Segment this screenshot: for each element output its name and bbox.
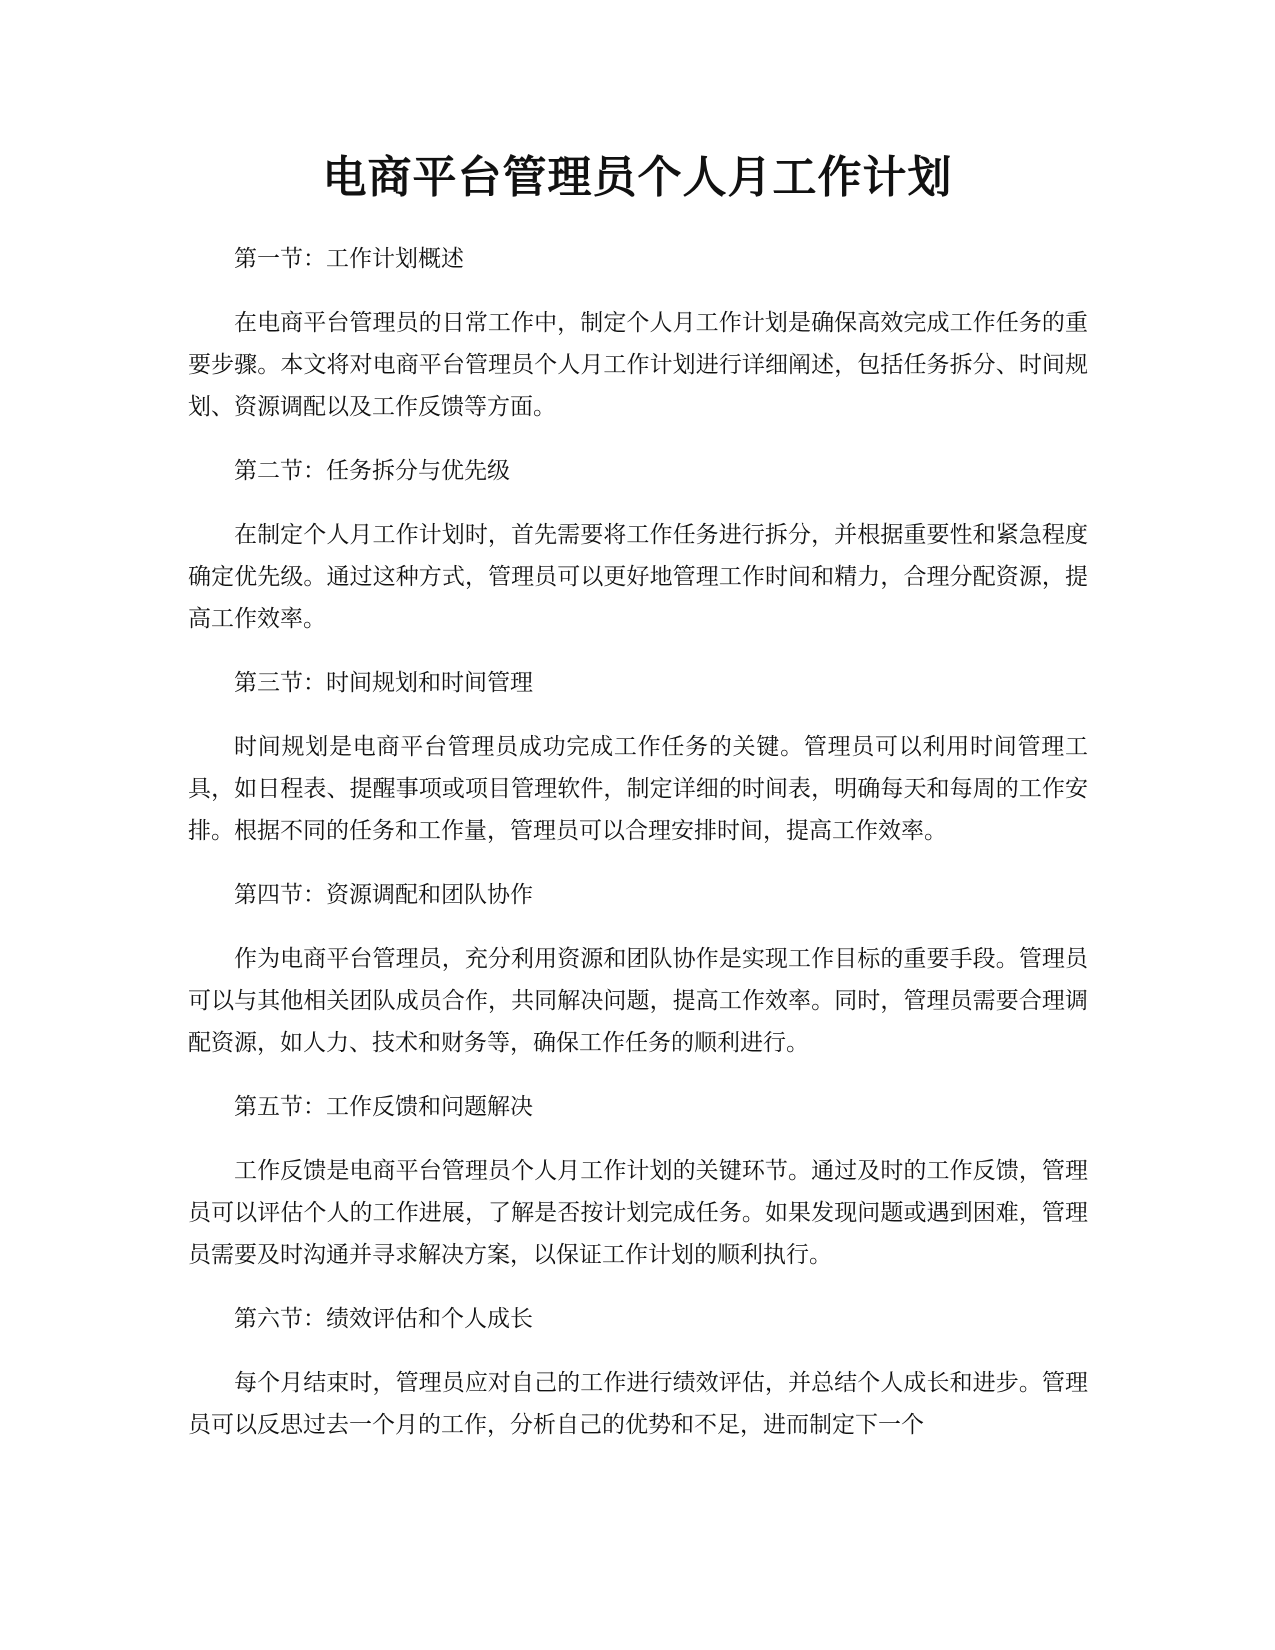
section-heading-3: 第三节：时间规划和时间管理 <box>234 670 533 696</box>
section-heading-2: 第二节：任务拆分与优先级 <box>234 458 510 484</box>
section-paragraph-3: 时间规划是电商平台管理员成功完成工作任务的关键。管理员可以利用时间管理工具，如日程表、提醒事项或项目管理软件，制定详细的时间表，明确每天和每周的工作安排。根据不同的任务和工作量，管理员可以合理安排时间，提高工作效率。 <box>188 734 1088 844</box>
section-heading-6: 第六节：绩效评估和个人成长 <box>234 1306 533 1332</box>
section-heading-1: 第一节：工作计划概述 <box>234 246 464 272</box>
section-heading-4: 第四节：资源调配和团队协作 <box>234 882 533 908</box>
section-paragraph-2: 在制定个人月工作计划时，首先需要将工作任务进行拆分，并根据重要性和紧急程度确定优先级。通过这种方式，管理员可以更好地管理工作时间和精力，合理分配资源，提高工作效率。 <box>188 522 1088 632</box>
document-title: 电商平台管理员个人月工作计划 <box>322 152 953 203</box>
section-paragraph-5: 工作反馈是电商平台管理员个人月工作计划的关键环节。通过及时的工作反馈，管理员可以评估个人的工作进展，了解是否按计划完成任务。如果发现问题或遇到困难，管理员需要及时沟通并寻求解决方案，以保证工作计划的顺利执行。 <box>188 1158 1088 1268</box>
section-heading-5: 第五节：工作反馈和问题解决 <box>234 1094 533 1120</box>
document-body <box>188 238 1088 1468</box>
section-paragraph-1: 在电商平台管理员的日常工作中，制定个人月工作计划是确保高效完成工作任务的重要步骤。本文将对电商平台管理员个人月工作计划进行详细阐述，包括任务拆分、时间规划、资源调配以及工作反馈等方面。 <box>188 310 1088 420</box>
section-paragraph-4: 作为电商平台管理员，充分利用资源和团队协作是实现工作目标的重要手段。管理员可以与其他相关团队成员合作，共同解决问题，提高工作效率。同时，管理员需要合理调配资源，如人力、技术和财务等，确保工作任务的顺利进行。 <box>188 946 1088 1056</box>
section-paragraph-6: 每个月结束时，管理员应对自己的工作进行绩效评估，并总结个人成长和进步。管理员可以反思过去一个月的工作，分析自己的优势和不足，进而制定下一个 <box>188 1370 1088 1438</box>
